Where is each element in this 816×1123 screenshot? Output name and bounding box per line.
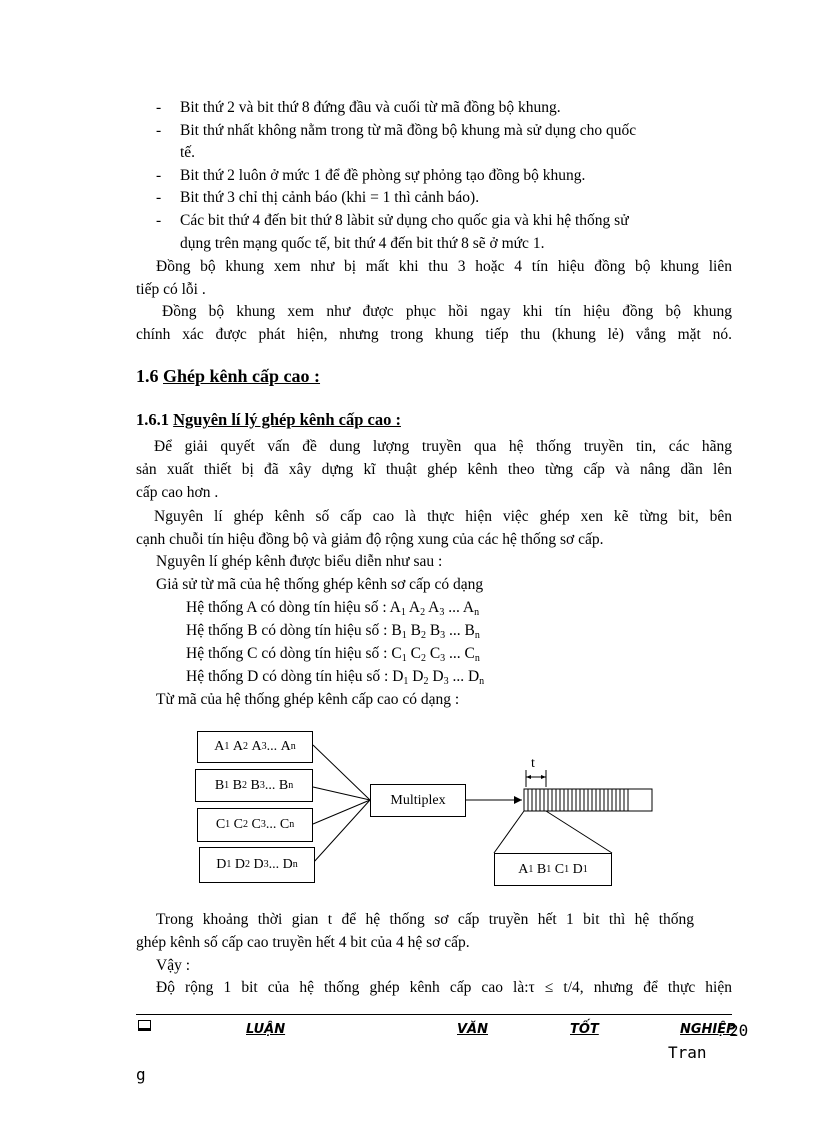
page-label: Tran [668, 1043, 707, 1062]
system-line: Hệ thống B có dòng tín hiệu số : $B_1$ $B_2$ $B_3$ ... $B_n$ [186, 622, 480, 641]
connector-line [313, 800, 370, 863]
system-line: Hệ thống A có dòng tín hiệu số : $A_1$ $A_2$ $A_3$ ... $A_n$ [186, 599, 480, 618]
subsection-number: 1.6.1 [136, 410, 169, 429]
output-box: A 1 B 1 C 1 D 1 [494, 853, 612, 886]
bullet-text: Bit thứ 2 luôn ở mức 1 để đề phòng sự phỏng tạo đồng bộ khung. [180, 167, 586, 184]
paragraph: sản xuất thiết bị đã xây dựng kĩ thuật ghép kênh theo từng cấp và nâng dần lên [136, 461, 732, 478]
paragraph: Để giải quyết vấn đề dung lượng truyền qua hệ thống truyền tin, các hãng [154, 438, 732, 455]
bullet-dash: - [156, 99, 162, 116]
paragraph: chính xác được phát hiện, nhưng trong khung tiếp thu (khung lẻ) vắng mặt nó. [136, 326, 732, 343]
bullet-text: tế. [180, 144, 196, 161]
section-number: 1.6 [136, 366, 159, 386]
sequence: $D_1$ $D_2$ $D_3$ ... $D_n$ [392, 668, 485, 687]
paragraph: Đồng bộ khung xem như được phục hồi ngay khi tín hiệu đồng bộ khung [162, 303, 732, 320]
paragraph: Trong khoảng thời gian t để hệ thống sơ cấp truyền hết 1 bit thì hệ thống [156, 911, 694, 928]
connector-line [313, 745, 370, 800]
paragraph: Vậy : [156, 957, 191, 974]
paragraph: Từ mã của hệ thống ghép kênh cấp cao có dạng : [156, 691, 460, 708]
connector-line [313, 800, 370, 824]
page-label: g [136, 1065, 146, 1084]
subsection-title: Nguyên lí lý ghép kênh cấp cao : [173, 410, 401, 429]
section-title: Ghép kênh cấp cao : [163, 366, 321, 386]
page-number: 20 [729, 1021, 749, 1040]
bullet-dash: - [156, 212, 162, 229]
bit-ticks [528, 789, 628, 811]
connector-line [313, 787, 370, 800]
system-line: Hệ thống C có dòng tín hiệu số : $C_1$ $C_2$ $C_3$ ... $C_n$ [186, 645, 480, 664]
sequence: $B_1$ $B_2$ $B_3$ ... $B_n$ [391, 622, 480, 641]
bullet-text: Bit thứ 3 chỉ thị cảnh báo (khi = 1 thì cảnh báo). [180, 189, 480, 206]
bullet-text: Các bit thứ 4 đến bit thứ 8 làbit sử dụng cho quốc gia và khi hệ thống sử [180, 212, 629, 229]
bullet-text: Bit thứ 2 và bit thứ 8 đứng đầu và cuối từ mã đồng bộ khung. [180, 99, 561, 116]
bullet-text: Bit thứ nhất không nằm trong từ mã đồng bộ khung mà sử dụng cho quốc [180, 122, 637, 139]
paragraph: ghép kênh số cấp cao truyền hết 4 bit của 4 hệ sơ cấp. [136, 934, 470, 951]
book-icon [138, 1020, 151, 1031]
input-box-a: A 1 A 2 A 3 ... A n [197, 731, 313, 763]
footer-rule [136, 1014, 732, 1015]
paragraph: Độ rộng 1 bit của hệ thống ghép kênh cấp cao là:τ ≤ t/4, nhưng để thực hiện [156, 979, 732, 996]
sequence: $C_1$ $C_2$ $C_3$ ... $C_n$ [391, 645, 480, 664]
arrow-head [514, 796, 522, 804]
sequence: $A_1$ $A_2$ $A_3$ ... $A_n$ [389, 599, 480, 618]
bullet-dash: - [156, 167, 162, 184]
paragraph: cạnh chuỗi tín hiệu đồng bộ và giảm độ rộng xung của các hệ thống sơ cấp. [136, 531, 604, 548]
paragraph: Đồng bộ khung xem như bị mất khi thu 3 hoặc 4 tín hiệu đồng bộ khung liên [156, 258, 732, 275]
paragraph: cấp cao hơn . [136, 484, 219, 501]
system-line: Hệ thống D có dòng tín hiệu số : $D_1$ $D_2$ $D_3$ ... $D_n$ [186, 668, 485, 687]
paragraph: Giả sử từ mã của hệ thống ghép kênh sơ cấp có dạng [156, 576, 484, 593]
footer-word: TỐT [570, 1022, 599, 1037]
input-box-d: D 1 D 2 D 3 ... D n [199, 847, 315, 883]
bullet-text: dụng trên mạng quốc tế, bit thứ 4 đến bit thứ 8 sẽ ở mức 1. [180, 235, 545, 252]
zoom-line [546, 811, 612, 853]
bullet-dash: - [156, 122, 162, 139]
footer-word: LUẬN [246, 1022, 286, 1037]
zoom-line [494, 811, 524, 853]
paragraph: tiếp có lỗi . [136, 281, 206, 298]
input-box-b: B 1 B 2 B 3 ... B n [195, 769, 313, 802]
t-label: t [531, 756, 535, 771]
footer-word: VĂN [457, 1022, 489, 1037]
footer-word: NGHIỆP [680, 1022, 736, 1037]
input-box-c: C 1 C 2 C 3 ... C n [197, 808, 313, 842]
paragraph: Nguyên lí ghép kênh số cấp cao là thực hiện việc ghép xen kẽ từng bit, bên [154, 508, 732, 525]
multiplex-box: Multiplex [370, 784, 466, 817]
paragraph: Nguyên lí ghép kênh được biểu diễn như sau : [156, 553, 443, 570]
bullet-dash: - [156, 189, 162, 206]
